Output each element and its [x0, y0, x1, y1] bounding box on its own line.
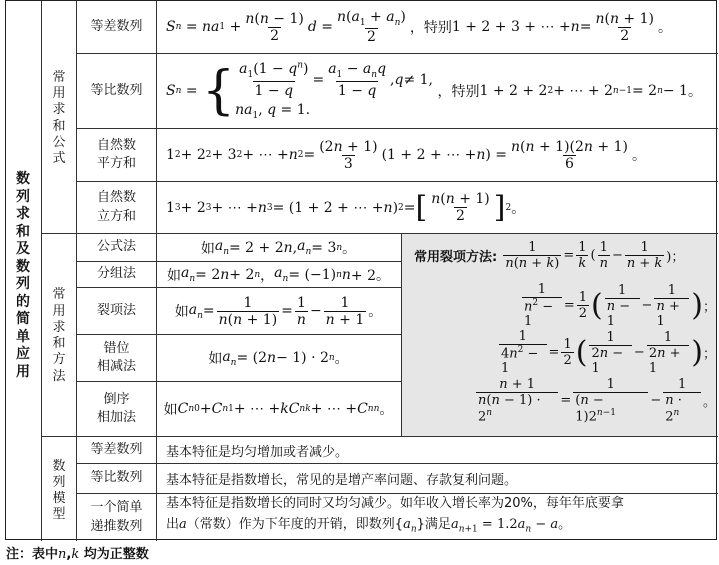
- model-geometric-text: 基本特征是指数增长，常见的是增产率问题、存款复利问题。: [166, 473, 518, 488]
- split-methods-title: 常用裂项方法:: [414, 250, 498, 265]
- section-title-formulas: 常 用 求 和 公 式: [52, 69, 66, 166]
- model-arithmetic-text: 基本特征是均匀增加或者减少。: [166, 444, 349, 460]
- method-label-misalign: 错位 相减法: [96, 340, 136, 374]
- table-note: 注：表中n,k 均为正整数: [6, 547, 149, 562]
- method-label-reverse: 倒序 相加法: [96, 391, 136, 425]
- method-reverse-example: 如 C n 0 + C n 1 + ⋯ + kC n k + ⋯ + C n n 。: [163, 401, 394, 418]
- section-title-models: 数 列 模 型: [52, 458, 66, 523]
- geometric-sum-formula: S n = { $\frac{a_1(1 - q^n)}{1 - q}$ = $\frac{a_1 - a_nq}{1 - q}$ , q ≠ 1, $na_1$, q = 1. ，特别 1 + 2 + 2 2 + ⋯ + 2 n−1 = 2 n − 1 。: [166, 60, 702, 121]
- split-methods-panel: 常用裂项方法: $\frac{1}{n(n + k)}$ = $\frac{1}{k}$ ( $\frac{1}{n}$ − $\frac{1}{n + k}$ )； $\frac{1}{n^2 - 1}$ = $\frac{1}{2}$ ( $\frac{1}{n - 1}$ − $\frac{1}{n + 1}$ ) ； $\frac{1}{4n^2 - 1}$ = $\frac{1}{2}$ ( $\frac{1}{2n - 1}$ − $\frac{1}{2n + 1}$ ) ； $\frac{n + 1}{n(n - 1) \cdot 2^n}$ = $\frac{1}{(n - 1)2^{n-1}}$ − $\frac{1}{n \cdot 2^n}$ 。: [402, 234, 716, 436]
- model-label-geometric: 等比数列: [90, 470, 143, 486]
- model-recursive-text: 基本特征是指数增长的同时又均匀减少。如年收入增长率为20%，每年年底要拿 出a（常数）作为下年度的开销，即数列$\{a_n\}$满足$a_{n+1} = 1.2a_n - a$。: [166, 496, 624, 535]
- squares-sum-formula: 1 2 + 2 2 + 3 2 + ⋯ + n 2 = $\frac{(2n + 1)}{3}$ (1 + 2 + ⋯ + n ) = $\frac{n(n + 1)(2n + 1)}{6}$ 。: [166, 138, 646, 172]
- main-title: 数 列 求 和 及 数 列 的 简 单 应 用: [16, 171, 30, 380]
- row-label-geometric: 等比数列: [90, 82, 143, 98]
- row-label-arithmetic: 等差数列: [90, 18, 143, 34]
- method-misalign-example: 如 $a_n$ = (2 n − 1) · 2 n 。: [208, 348, 349, 368]
- model-label-arithmetic: 等差数列: [90, 441, 143, 457]
- method-grouping-example: 如 $a_n$ = 2 n + 2 n ， $a_n$ = (−1) n n + 2。: [167, 265, 390, 284]
- method-label-grouping: 分组法: [96, 266, 136, 282]
- method-formula-example: 如 $a_n$ = 2 + 2 n , $a_n$ = 3 n 。: [200, 238, 357, 257]
- method-label-formula: 公式法: [96, 239, 136, 255]
- row-label-cubes: 自然数 立方和: [96, 190, 136, 224]
- arithmetic-sum-formula: S n = na 1 + $\frac{n(n - 1)}{2}$ d = $\frac{n(a_1 + a_n)}{2}$ ，特别 1 + 2 + 3 + ⋯ + n = $\frac{n(n + 1)}{2}$ 。: [166, 9, 672, 45]
- model-label-recursive: 一个简单 递推数列: [90, 500, 143, 534]
- summary-table: [5, 0, 717, 540]
- row-label-squares: 自然数 平方和: [96, 137, 136, 171]
- section-title-methods: 常 用 求 和 方 法: [52, 287, 66, 384]
- cubes-sum-formula: 1 3 + 2 3 + ⋯ + n 3 = (1 + 2 + ⋯ + n ) 2 = [ $\frac{n(n + 1)}{2}$ ] 2 。: [166, 189, 526, 225]
- method-splitting-example: 如 $a_n$ = $\frac{1}{n(n + 1)}$ = $\frac{1}{n}$ − $\frac{1}{n + 1}$ 。: [174, 294, 383, 328]
- method-label-splitting: 裂项法: [96, 302, 136, 318]
